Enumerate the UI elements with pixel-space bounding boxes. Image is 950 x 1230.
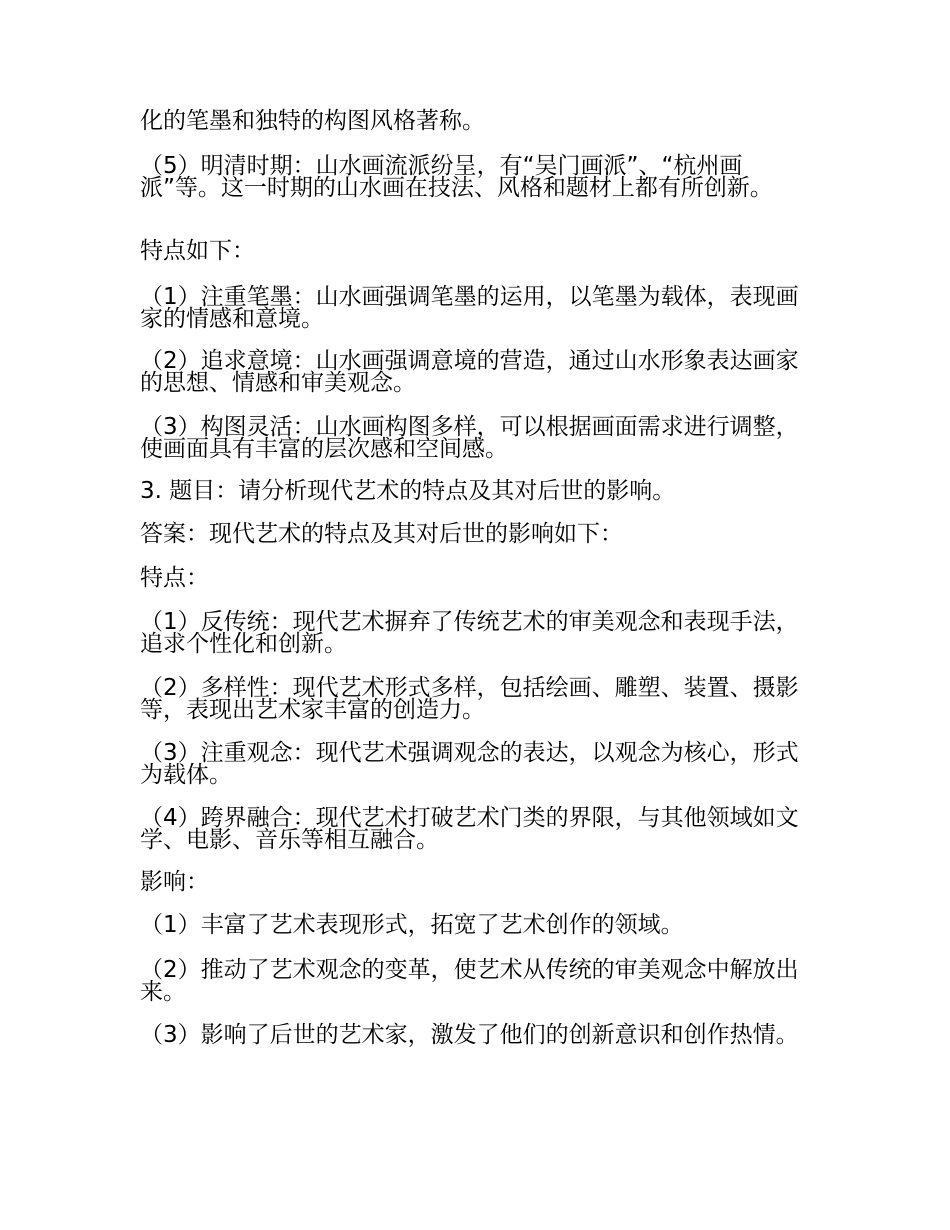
paragraph-modern-features-heading: 特点： bbox=[140, 565, 209, 591]
paragraph-modern-anti-tradition: （1）反传统：现代艺术摒弃了传统艺术的审美观念和表现手法，追求个性化和创新。 bbox=[140, 609, 799, 657]
paragraph-question-3: 3. 题目：请分析现代艺术的特点及其对后世的影响。 bbox=[140, 478, 676, 504]
paragraph-modern-crossover: （4）跨界融合：现代艺术打破艺术门类的界限，与其他领域如文学、电影、音乐等相互融合。 bbox=[140, 805, 799, 853]
paragraph-influence-1: （1）丰富了艺术表现形式，拓宽了艺术创作的领域。 bbox=[140, 912, 684, 938]
paragraph-influence-heading: 影响： bbox=[140, 869, 209, 895]
paragraph-answer-3: 答案：现代艺术的特点及其对后世的影响如下： bbox=[140, 521, 623, 547]
paragraph-intro-continuation: 化的笔墨和独特的构图风格著称。 bbox=[140, 108, 485, 134]
paragraph-features-heading: 特点如下： bbox=[140, 238, 255, 264]
paragraph-modern-concept: （3）注重观念：现代艺术强调观念的表达，以观念为核心，形式为载体。 bbox=[140, 740, 799, 788]
paragraph-feature-artistic-conception: （2）追求意境：山水画强调意境的营造，通过山水形象表达画家的思想、情感和审美观念。 bbox=[140, 348, 799, 396]
paragraph-feature-brushwork: （1）注重笔墨：山水画强调笔墨的运用，以笔墨为载体，表现画家的情感和意境。 bbox=[140, 284, 799, 332]
paragraph-influence-2: （2）推动了艺术观念的变革，使艺术从传统的审美观念中解放出来。 bbox=[140, 957, 799, 1005]
paragraph-feature-composition: （3）构图灵活：山水画构图多样，可以根据画面需求进行调整，使画面具有丰富的层次感和空间感。 bbox=[140, 414, 799, 462]
paragraph-modern-diversity: （2）多样性：现代艺术形式多样，包括绘画、雕塑、装置、摄影等，表现出艺术家丰富的创造力。 bbox=[140, 675, 799, 723]
paragraph-ming-qing: （5）明清时期：山水画流派纷呈，有“吴门画派”、“杭州画派”等。这一时期的山水画在技法、风格和题材上都有所创新。 bbox=[140, 153, 773, 201]
paragraph-influence-3: （3）影响了后世的艺术家，激发了他们的创新意识和创作热情。 bbox=[140, 1022, 799, 1048]
